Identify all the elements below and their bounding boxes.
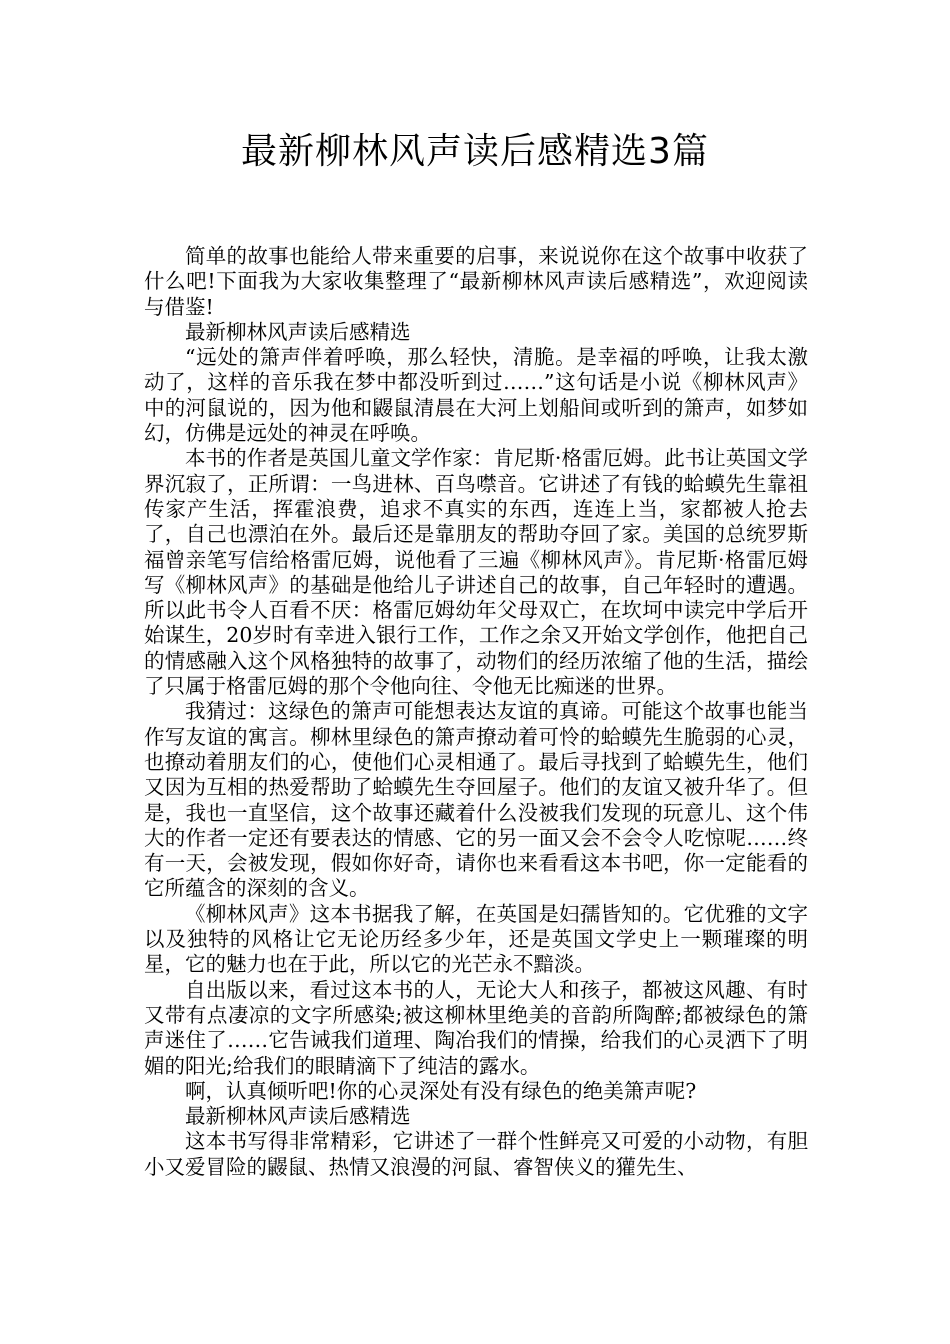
body-paragraph: “远处的箫声伴着呼唤，那么轻快，清脆。是幸福的呼唤，让我太激动了，这样的音乐我在梦中都没听到过……”这句话是小说《柳林风声》中的河鼠说的，因为他和鼹鼠清晨在大河上划船间或听到的箫声，如梦如幻，仿佛是远处的神灵在呼唤。 <box>144 345 808 446</box>
document-body <box>144 244 808 1180</box>
intro-paragraph: 简单的故事也能给人带来重要的启事，来说说你在这个故事中收获了什么吧!下面我为大家收集整理了“最新柳林风声读后感精选”，欢迎阅读与借鉴! <box>144 244 808 319</box>
body-paragraph: 自出版以来，看过这本书的人，无论大人和孩子，都被这风趣、有时又带有点凄凉的文字所感染;被这柳林里绝美的音韵所陶醉;都被绿色的箫声迷住了……它告诫我们道理、陶冶我们的情操，给我们的心灵洒下了明媚的阳光;给我们的眼睛滴下了纯洁的露水。 <box>144 977 808 1078</box>
section-heading: 最新柳林风声读后感精选 <box>185 319 411 344</box>
body-paragraph: 我猜过：这绿色的箫声可能想表达友谊的真谛。可能这个故事也能当作写友谊的寓言。柳林里绿色的箫声撩动着可怜的蛤蟆先生脆弱的心灵，也撩动着朋友们的心，使他们心灵相通了。最后寻找到了蛤蟆先生，他们又因为互相的热爱帮助了蛤蟆先生夺回屋子。他们的友谊又被升华了。但是，我也一直坚信，这个故事还藏着什么没被我们发现的玩意儿、这个伟大的作者一定还有要表达的情感、它的另一面又会不会令人吃惊呢……终有一天，会被发现，假如你好奇，请你也来看看这本书吧，你一定能看的它所蕴含的深刻的含义。 <box>144 699 808 901</box>
body-paragraph: 本书的作者是英国儿童文学作家：肯尼斯·格雷厄姆。此书让英国文学界沉寂了，正所谓：一鸟进林、百鸟噤音。它讲述了有钱的蛤蟆先生靠祖传家产生活，挥霍浪费，追求不真实的东西，连连上当，家都被人抢去了，自己也漂泊在外。最后还是靠朋友的帮助夺回了家。美国的总统罗斯福曾亲笔写信给格雷厄姆，说他看了三遍《柳林风声》。肯尼斯·格雷厄姆写《柳林风声》的基础是他给儿子讲述自己的故事，自己年轻时的遭遇。所以此书令人百看不厌：格雷厄姆幼年父母双亡，在坎坷中读完中学后开始谋生，20岁时有幸进入银行工作，工作之余又开始文学创作，他把自己的情感融入这个风格独特的故事了，动物们的经历浓缩了他的生活，描绘了只属于格雷厄姆的那个令他向往、令他无比痴迷的世界。 <box>144 446 808 699</box>
document-title: 最新柳林风声读后感精选3篇 <box>241 131 709 172</box>
body-paragraph: 啊，认真倾听吧!你的心灵深处有没有绿色的绝美箫声呢? <box>185 1078 697 1103</box>
body-paragraph: 这本书写得非常精彩，它讲述了一群个性鲜亮又可爱的小动物，有胆小又爱冒险的鼹鼠、热情又浪漫的河鼠、睿智侠义的獾先生、 <box>144 1129 808 1179</box>
section-heading: 最新柳林风声读后感精选 <box>185 1104 411 1129</box>
body-paragraph: 《柳林风声》这本书据我了解，在英国是妇孺皆知的。它优雅的文字以及独特的风格让它无论历经多少年，还是英国文学史上一颗璀璨的明星，它的魅力也在于此，所以它的光芒永不黯淡。 <box>144 901 808 977</box>
